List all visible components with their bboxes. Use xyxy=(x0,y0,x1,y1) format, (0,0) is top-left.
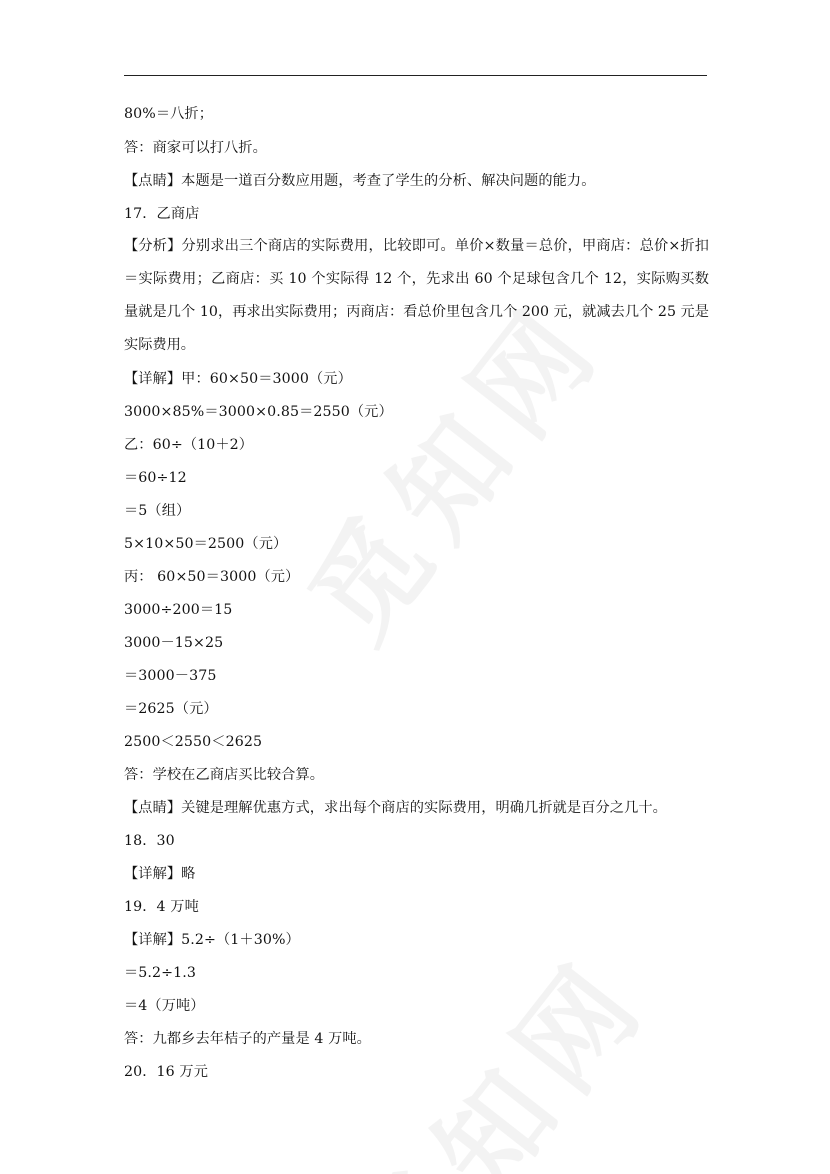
analysis-paragraph: 【分析】分别求出三个商店的实际费用，比较即可。单价×数量＝总价，甲商店：总价×折扣＝实际费用；乙商店：买 10 个实际得 12 个，先求出 60 个足球包含几个 12，实际购买数量就是几个 10，再求出实际费用；丙商店：看总价里包含几个 200 元，就减去几个 25 元是实际费用。 xyxy=(124,238,709,353)
math-line: ＝2625（元） xyxy=(124,701,218,717)
detail-line: 【详解】略 xyxy=(124,866,196,882)
detail-line: 【详解】5.2÷（1＋30%） xyxy=(124,932,300,948)
answer-line: 答：商家可以打八折。 xyxy=(124,140,267,156)
answer-line: 答：学校在乙商店买比较合算。 xyxy=(124,767,325,783)
math-line: ＝60÷12 xyxy=(124,470,187,486)
text-line: 80%＝八折； xyxy=(124,106,213,122)
math-line: ＝4（万吨） xyxy=(124,998,205,1014)
detail-line: 【详解】甲：60×50＝3000（元） xyxy=(124,371,352,387)
question-17-heading: 17．乙商店 xyxy=(124,206,200,222)
math-line: 2500＜2550＜2625 xyxy=(124,734,263,750)
math-line: 3000÷200＝15 xyxy=(124,602,233,618)
comment-line: 【点睛】本题是一道百分数应用题，考查了学生的分析、解决问题的能力。 xyxy=(124,173,596,189)
header-rule xyxy=(124,75,707,76)
math-line: ＝3000－375 xyxy=(124,668,217,684)
math-line: 乙：60÷（10＋2） xyxy=(124,437,254,453)
answer-line: 答：九都乡去年桔子的产量是 4 万吨。 xyxy=(124,1031,371,1047)
math-line: ＝5（组） xyxy=(124,503,191,519)
math-line: 3000×85%＝3000×0.85＝2550（元） xyxy=(124,404,393,420)
math-line: 丙： 60×50＝3000（元） xyxy=(124,569,300,585)
math-line: 3000－15×25 xyxy=(124,635,224,651)
comment-line: 【点睛】关键是理解优惠方式，求出每个商店的实际费用，明确几折就是百分之几十。 xyxy=(124,800,667,816)
question-19-heading: 19．4 万吨 xyxy=(124,899,199,915)
question-18-heading: 18．30 xyxy=(124,833,175,849)
math-line: 5×10×50＝2500（元） xyxy=(124,536,288,552)
math-line: ＝5.2÷1.3 xyxy=(124,965,197,981)
question-20-heading: 20．16 万元 xyxy=(124,1064,208,1080)
